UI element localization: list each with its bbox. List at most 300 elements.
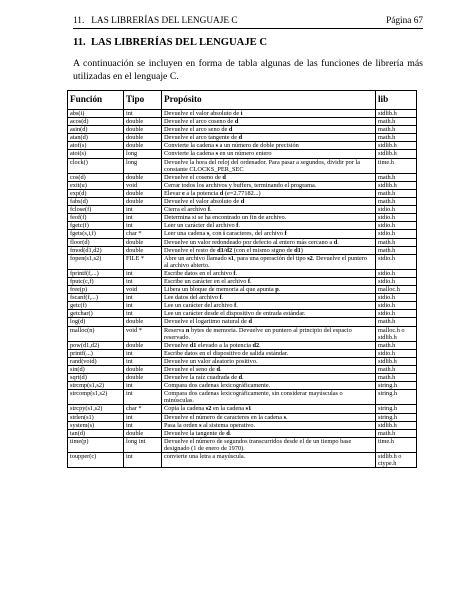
purpose-text: Escribe datos en el archivo <box>164 269 234 277</box>
purpose-emphasis: d <box>238 134 243 142</box>
lib-cell: stdlib.h <box>376 110 417 118</box>
purpose-text: Devuelve la tangente de <box>164 429 227 437</box>
purpose-text: , con <box>209 230 224 238</box>
purpose-text: Convierte la cadena <box>164 150 216 158</box>
purpose-text: Devuelve el número de segundos transcurridos desde el de un tiempo base designado (1 de enero de 1970). <box>164 437 352 452</box>
functions-table <box>67 90 417 468</box>
type-cell: long <box>124 158 162 173</box>
purpose-emphasis: d <box>333 238 338 246</box>
lib-cell: math.h <box>376 246 417 254</box>
table-row <box>68 310 417 318</box>
purpose-emphasis: s2 <box>307 254 313 262</box>
type-cell: double <box>124 134 162 142</box>
table-row <box>68 238 417 246</box>
running-header <box>73 14 423 28</box>
purpose-cell <box>162 390 376 405</box>
purpose-emphasis: f <box>236 222 239 230</box>
table-row <box>68 134 417 142</box>
lib-cell: stdio.h <box>376 269 417 277</box>
purpose-text: Lee un carácter desde el dispositivo de entrada estándar. <box>164 310 306 318</box>
type-cell: int <box>124 349 162 357</box>
type-cell: int <box>124 310 162 318</box>
purpose-emphasis: s <box>199 421 202 429</box>
table-row <box>68 189 417 197</box>
table-row <box>68 413 417 421</box>
table-row <box>68 341 417 349</box>
table-row <box>68 318 417 326</box>
purpose-text: , para una operación del tipo <box>233 254 308 262</box>
table-row <box>68 230 417 238</box>
purpose-text: (e=2.77182...) <box>223 189 261 197</box>
purpose-text: Devuelve el coseno de <box>164 173 223 181</box>
purpose-text: Devuelve un valor redondeado por defecto al entero más cercano a <box>164 238 334 246</box>
purpose-cell <box>162 189 376 197</box>
purpose-emphasis: d <box>240 198 245 206</box>
purpose-emphasis: d1/d2 <box>217 246 233 254</box>
purpose-cell <box>162 198 376 206</box>
type-cell: char * <box>124 405 162 413</box>
purpose-cell <box>162 110 376 118</box>
purpose-emphasis: s1 <box>228 254 234 262</box>
function-cell: pow(d1,d2) <box>68 341 124 349</box>
table-row <box>68 126 417 134</box>
purpose-cell <box>162 302 376 310</box>
lib-cell: stdio.h <box>376 206 417 214</box>
lib-cell: stdio.h <box>376 277 417 285</box>
function-cell: fgetc(f) <box>68 222 124 230</box>
purpose-emphasis: d <box>248 318 252 326</box>
lib-cell: stdio.h <box>376 214 417 222</box>
purpose-text: Escribe datos en el dispositivo de salida estándar. <box>164 349 289 357</box>
function-cell: time(p) <box>68 437 124 452</box>
purpose-emphasis: s <box>206 230 210 238</box>
type-cell: double <box>124 198 162 206</box>
function-cell: strlen(s1) <box>68 413 124 421</box>
function-cell: atoi(s) <box>68 150 124 158</box>
header-rule <box>73 28 423 29</box>
table-row <box>68 294 417 302</box>
lib-cell: math.h <box>376 374 417 382</box>
column-header-type: Tipo <box>124 91 162 110</box>
table-row <box>68 286 417 294</box>
lib-cell: time.h <box>376 158 417 173</box>
purpose-cell <box>162 429 376 437</box>
function-cell: fscanf(f,...) <box>68 294 124 302</box>
type-cell: void <box>124 181 162 189</box>
type-cell: int <box>124 110 162 118</box>
table-row <box>68 357 417 365</box>
purpose-text: . Devuelve el puntero al archivo abierto. <box>164 254 368 269</box>
purpose-text: Cerrar todos los archivos y buffers, terminando el programa. <box>164 181 317 189</box>
function-cell: cos(d) <box>68 173 124 181</box>
table-row <box>68 158 417 173</box>
purpose-text: ) <box>300 246 303 254</box>
purpose-emphasis: s <box>215 150 219 158</box>
function-cell: strcmp(s1,s2) <box>68 382 124 390</box>
purpose-cell <box>162 150 376 158</box>
lib-cell: math.h <box>376 189 417 197</box>
lib-cell: math.h <box>376 173 417 181</box>
purpose-text: Devuelve el valor absoluto de <box>164 110 241 117</box>
type-cell: double <box>124 142 162 150</box>
purpose-cell <box>162 349 376 357</box>
purpose-cell <box>162 126 376 134</box>
function-cell: atan(d) <box>68 134 124 142</box>
purpose-emphasis: d <box>234 118 239 126</box>
type-cell: int <box>124 357 162 365</box>
purpose-text: Copia la cadena <box>164 405 206 413</box>
purpose-text: . <box>221 294 224 302</box>
function-cell: strcpy(s1,s2) <box>68 405 124 413</box>
table-row <box>68 302 417 310</box>
lib-cell: string.h <box>376 390 417 405</box>
purpose-text: . <box>242 374 244 382</box>
function-cell: tan(d) <box>68 429 124 437</box>
purpose-emphasis: n <box>185 326 190 334</box>
table-row <box>68 437 417 452</box>
table-row <box>68 254 417 269</box>
function-cell: log(d) <box>68 318 124 326</box>
purpose-text: Leer una cadena <box>164 230 207 238</box>
type-cell: int <box>124 277 162 285</box>
purpose-cell <box>162 181 376 189</box>
purpose-emphasis: d <box>219 189 224 197</box>
type-cell: double <box>124 246 162 254</box>
purpose-cell <box>162 173 376 181</box>
purpose-cell <box>162 294 376 302</box>
lib-cell: string.h <box>376 382 417 390</box>
table-header-row <box>68 91 417 110</box>
type-cell: double <box>124 173 162 181</box>
purpose-emphasis: f <box>247 277 251 285</box>
lib-cell: math.h <box>376 341 417 349</box>
purpose-cell <box>162 318 376 326</box>
lib-cell: math.h <box>376 126 417 134</box>
purpose-text: . <box>210 206 212 214</box>
type-cell: double <box>124 126 162 134</box>
type-cell: double <box>124 429 162 437</box>
purpose-text: convierte una letra a mayúscula. <box>164 453 246 461</box>
table-row <box>68 326 417 341</box>
function-cell: system(s) <box>68 421 124 429</box>
purpose-cell <box>162 382 376 390</box>
table-row <box>68 142 417 150</box>
purpose-text: Libera un bloque de memoria al que apunta <box>164 286 276 294</box>
purpose-text: Devuelve el valor absoluto de <box>164 198 241 206</box>
purpose-cell <box>162 421 376 429</box>
table-row <box>68 277 417 285</box>
function-cell: fopen(s1,s2) <box>68 254 124 269</box>
purpose-text: Pasa la orden <box>164 421 200 429</box>
purpose-cell <box>162 277 376 285</box>
purpose-text: elevado a la potencia <box>196 341 253 349</box>
purpose-text: . <box>278 286 281 294</box>
purpose-emphasis: s1 <box>245 405 252 413</box>
purpose-text: Elevar <box>164 189 183 197</box>
function-cell: getchar() <box>68 310 124 318</box>
type-cell: int <box>124 382 162 390</box>
purpose-text: (con el mismo signo de <box>232 246 295 254</box>
purpose-text: Compara dos cadenas lexicográficamente, sin considerar mayúsculas o minúsculas. <box>164 390 343 405</box>
purpose-emphasis: f <box>233 269 236 277</box>
type-cell: FILE * <box>124 254 162 269</box>
purpose-emphasis: e <box>182 189 185 197</box>
function-cell: fmod(d1,d2) <box>68 246 124 254</box>
lib-cell: string.h <box>376 413 417 421</box>
table-row <box>68 349 417 357</box>
running-header-chapter: 11. LAS LIBRERÍAS DEL LENGUAJE C <box>73 16 238 26</box>
purpose-cell <box>162 413 376 421</box>
lib-cell: stdlib.h <box>376 181 417 189</box>
table-row <box>68 421 417 429</box>
purpose-emphasis: f <box>234 302 237 310</box>
type-cell: double <box>124 238 162 246</box>
purpose-cell <box>162 222 376 230</box>
purpose-text: . <box>259 341 261 349</box>
purpose-text: Devuelve la raíz cuadrada de <box>164 374 239 382</box>
purpose-text: Reserva <box>164 326 186 334</box>
purpose-emphasis: d <box>238 374 243 382</box>
table-row <box>68 222 417 230</box>
function-cell: free(p) <box>68 286 124 294</box>
purpose-text: al sistema operativo. <box>201 421 256 429</box>
purpose-emphasis: f <box>219 294 222 302</box>
lib-cell: string.h <box>376 405 417 413</box>
type-cell: void <box>124 286 162 294</box>
purpose-emphasis: s2 <box>205 405 212 413</box>
function-cell: feof(f) <box>68 214 124 222</box>
type-cell: int <box>124 294 162 302</box>
purpose-text: Leer un carácter del archivo <box>164 222 237 230</box>
purpose-text: Devuelve el logaritmo natural de <box>164 318 249 326</box>
purpose-cell <box>162 134 376 142</box>
purpose-cell <box>162 286 376 294</box>
table-row <box>68 198 417 206</box>
table-body <box>68 110 417 468</box>
lib-cell: malloc.h o stdlib.h <box>376 326 417 341</box>
purpose-text: . <box>236 302 238 310</box>
purpose-text: . <box>337 238 339 246</box>
table-row <box>68 366 417 374</box>
purpose-cell <box>162 238 376 246</box>
purpose-cell <box>162 214 376 222</box>
purpose-emphasis: d <box>216 366 220 373</box>
lib-cell: stdio.h <box>376 310 417 318</box>
type-cell: int <box>124 206 162 214</box>
purpose-text: a la potencia <box>184 189 220 197</box>
function-cell: strcomp(s1,s2) <box>68 390 124 405</box>
lib-cell: malloc.h <box>376 286 417 294</box>
type-cell: int <box>124 222 162 230</box>
lib-cell: stdlib.h <box>376 357 417 365</box>
table-row <box>68 181 417 189</box>
lib-cell: stdio.h <box>376 222 417 230</box>
purpose-text: Lee un carácter del archivo <box>164 302 235 310</box>
purpose-text: Devuelve el seno de <box>164 366 217 373</box>
purpose-cell <box>162 341 376 349</box>
purpose-emphasis: i <box>240 110 243 117</box>
purpose-cell <box>162 142 376 150</box>
type-cell: int <box>124 413 162 421</box>
table-row <box>68 246 417 254</box>
purpose-cell <box>162 405 376 413</box>
purpose-text: en la cadena <box>211 405 246 413</box>
purpose-text: bytes de memoria. Devuelve un puntero al principio del espacio reservado. <box>164 326 352 341</box>
type-cell: int <box>124 302 162 310</box>
purpose-emphasis: d1 <box>189 341 197 349</box>
purpose-text: Compara dos cadenas lexicográficamente. <box>164 382 271 390</box>
purpose-text: . <box>238 222 240 230</box>
purpose-cell <box>162 357 376 365</box>
purpose-cell <box>162 118 376 126</box>
lib-cell: math.h <box>376 198 417 206</box>
table-row <box>68 405 417 413</box>
type-cell: int <box>124 390 162 405</box>
purpose-text: Determina si se ha encontrado un fin de archivo. <box>164 214 287 222</box>
lib-cell: stdio.h <box>376 302 417 310</box>
function-cell: sqrt(d) <box>68 374 124 382</box>
function-cell: acos(d) <box>68 118 124 126</box>
function-cell: floor(d) <box>68 238 124 246</box>
purpose-text: caracteres, del archivo <box>224 230 285 238</box>
table-row <box>68 206 417 214</box>
purpose-emphasis: s <box>215 142 219 150</box>
purpose-text: Devuelve el número de caracteres en la cadena <box>164 413 284 421</box>
function-cell: exp(d) <box>68 189 124 197</box>
lib-cell: stdlib.h <box>376 150 417 158</box>
table-row <box>68 382 417 390</box>
function-cell: printf(...) <box>68 349 124 357</box>
column-header-function: Función <box>68 91 124 110</box>
purpose-cell <box>162 374 376 382</box>
purpose-text: Devuelve <box>164 341 190 349</box>
lib-cell: math.h <box>376 366 417 374</box>
lib-cell: math.h <box>376 429 417 437</box>
type-cell: double <box>124 318 162 326</box>
purpose-cell <box>162 246 376 254</box>
function-cell: fabs(d) <box>68 198 124 206</box>
function-cell: fclose(f) <box>68 206 124 214</box>
purpose-cell <box>162 453 376 468</box>
lib-cell: math.h <box>376 318 417 326</box>
purpose-emphasis: i <box>223 230 225 238</box>
type-cell: double <box>124 118 162 126</box>
running-header-page-number: Página 67 <box>386 16 423 26</box>
purpose-text: en un número entero <box>218 150 272 158</box>
table-row <box>68 390 417 405</box>
section-title: 11. LAS LIBRERÍAS DEL LENGUAJE C <box>73 37 267 48</box>
function-cell: clock() <box>68 158 124 173</box>
purpose-text: a un número de doble precisión <box>218 142 299 150</box>
purpose-text: Lee datos del archivo <box>164 294 220 302</box>
purpose-cell <box>162 326 376 341</box>
lib-cell: stdio.h <box>376 254 417 269</box>
purpose-text: Escribe un carácter en el archivo <box>164 277 248 285</box>
lib-cell: stdlib.h o ctype.h <box>376 453 417 468</box>
purpose-text: Devuelve la hora del reloj del ordenador. Para pasar a segundos, dividir por la constante CLOCKS_PER_SEC <box>164 158 361 173</box>
function-cell: exit(u) <box>68 181 124 189</box>
function-cell: rand(void) <box>68 357 124 365</box>
purpose-text: Devuelve el resto de <box>164 246 218 254</box>
function-cell: asin(d) <box>68 126 124 134</box>
function-cell: toupper(c) <box>68 453 124 468</box>
type-cell: double <box>124 341 162 349</box>
type-cell: long int <box>124 437 162 452</box>
type-cell: double <box>124 374 162 382</box>
purpose-emphasis: d <box>228 126 233 134</box>
purpose-text: . <box>250 277 252 285</box>
purpose-emphasis: d <box>226 429 230 437</box>
type-cell: double <box>124 366 162 374</box>
table-row <box>68 173 417 181</box>
type-cell: char * <box>124 230 162 238</box>
table-row <box>68 269 417 277</box>
lib-cell: time.h <box>376 437 417 452</box>
function-cell: getc(f) <box>68 302 124 310</box>
purpose-text: Abre un archivo llamado <box>164 254 229 262</box>
table-row <box>68 118 417 126</box>
lib-cell: stdio.h <box>376 294 417 302</box>
purpose-text: . <box>229 429 232 437</box>
type-cell: int <box>124 453 162 468</box>
purpose-text: Convierte la cadena <box>164 142 216 150</box>
type-cell: int <box>124 421 162 429</box>
column-header-lib: lib <box>376 91 417 110</box>
type-cell: long <box>124 150 162 158</box>
function-cell: abs(i) <box>68 110 124 118</box>
purpose-text: Devuelve el arco coseno de <box>164 118 235 126</box>
purpose-text: Devuelve un valor aleatorio positivo. <box>164 357 258 365</box>
purpose-cell <box>162 230 376 238</box>
lib-cell: stdio.h <box>376 349 417 357</box>
lib-cell: math.h <box>376 118 417 126</box>
purpose-cell <box>162 269 376 277</box>
type-cell: int <box>124 269 162 277</box>
purpose-text: . <box>219 366 222 373</box>
table-row <box>68 150 417 158</box>
type-cell: double <box>124 189 162 197</box>
purpose-emphasis: f <box>284 230 287 238</box>
purpose-cell <box>162 437 376 452</box>
purpose-text: Devuelve el arco seno de <box>164 126 229 134</box>
purpose-cell <box>162 310 376 318</box>
lib-cell: stdio.h <box>376 230 417 238</box>
purpose-emphasis: f <box>207 206 210 214</box>
function-cell: atof(s) <box>68 142 124 150</box>
purpose-emphasis: p <box>275 286 279 294</box>
table-row <box>68 214 417 222</box>
purpose-cell <box>162 254 376 269</box>
function-cell: malloc(n) <box>68 326 124 341</box>
purpose-text: . <box>235 269 238 277</box>
lib-cell: math.h <box>376 238 417 246</box>
intro-paragraph: A continuación se incluyen en forma de tabla algunas de las funciones de librería más utilizadas en el lenguaje C. <box>73 58 423 82</box>
purpose-emphasis: d1 <box>294 246 301 254</box>
function-cell: fgets(s,i,f) <box>68 230 124 238</box>
column-header-purpose: Propósito <box>162 91 376 110</box>
purpose-emphasis: d <box>222 173 226 181</box>
function-cell: sin(d) <box>68 366 124 374</box>
function-cell: fputc(c,f) <box>68 277 124 285</box>
purpose-cell <box>162 158 376 173</box>
purpose-text: Devuelve el arco tangente de <box>164 134 239 142</box>
purpose-cell <box>162 366 376 374</box>
table-row <box>68 429 417 437</box>
table-row <box>68 110 417 118</box>
purpose-cell <box>162 206 376 214</box>
function-cell: fprintf(f,...) <box>68 269 124 277</box>
lib-cell: math.h <box>376 134 417 142</box>
